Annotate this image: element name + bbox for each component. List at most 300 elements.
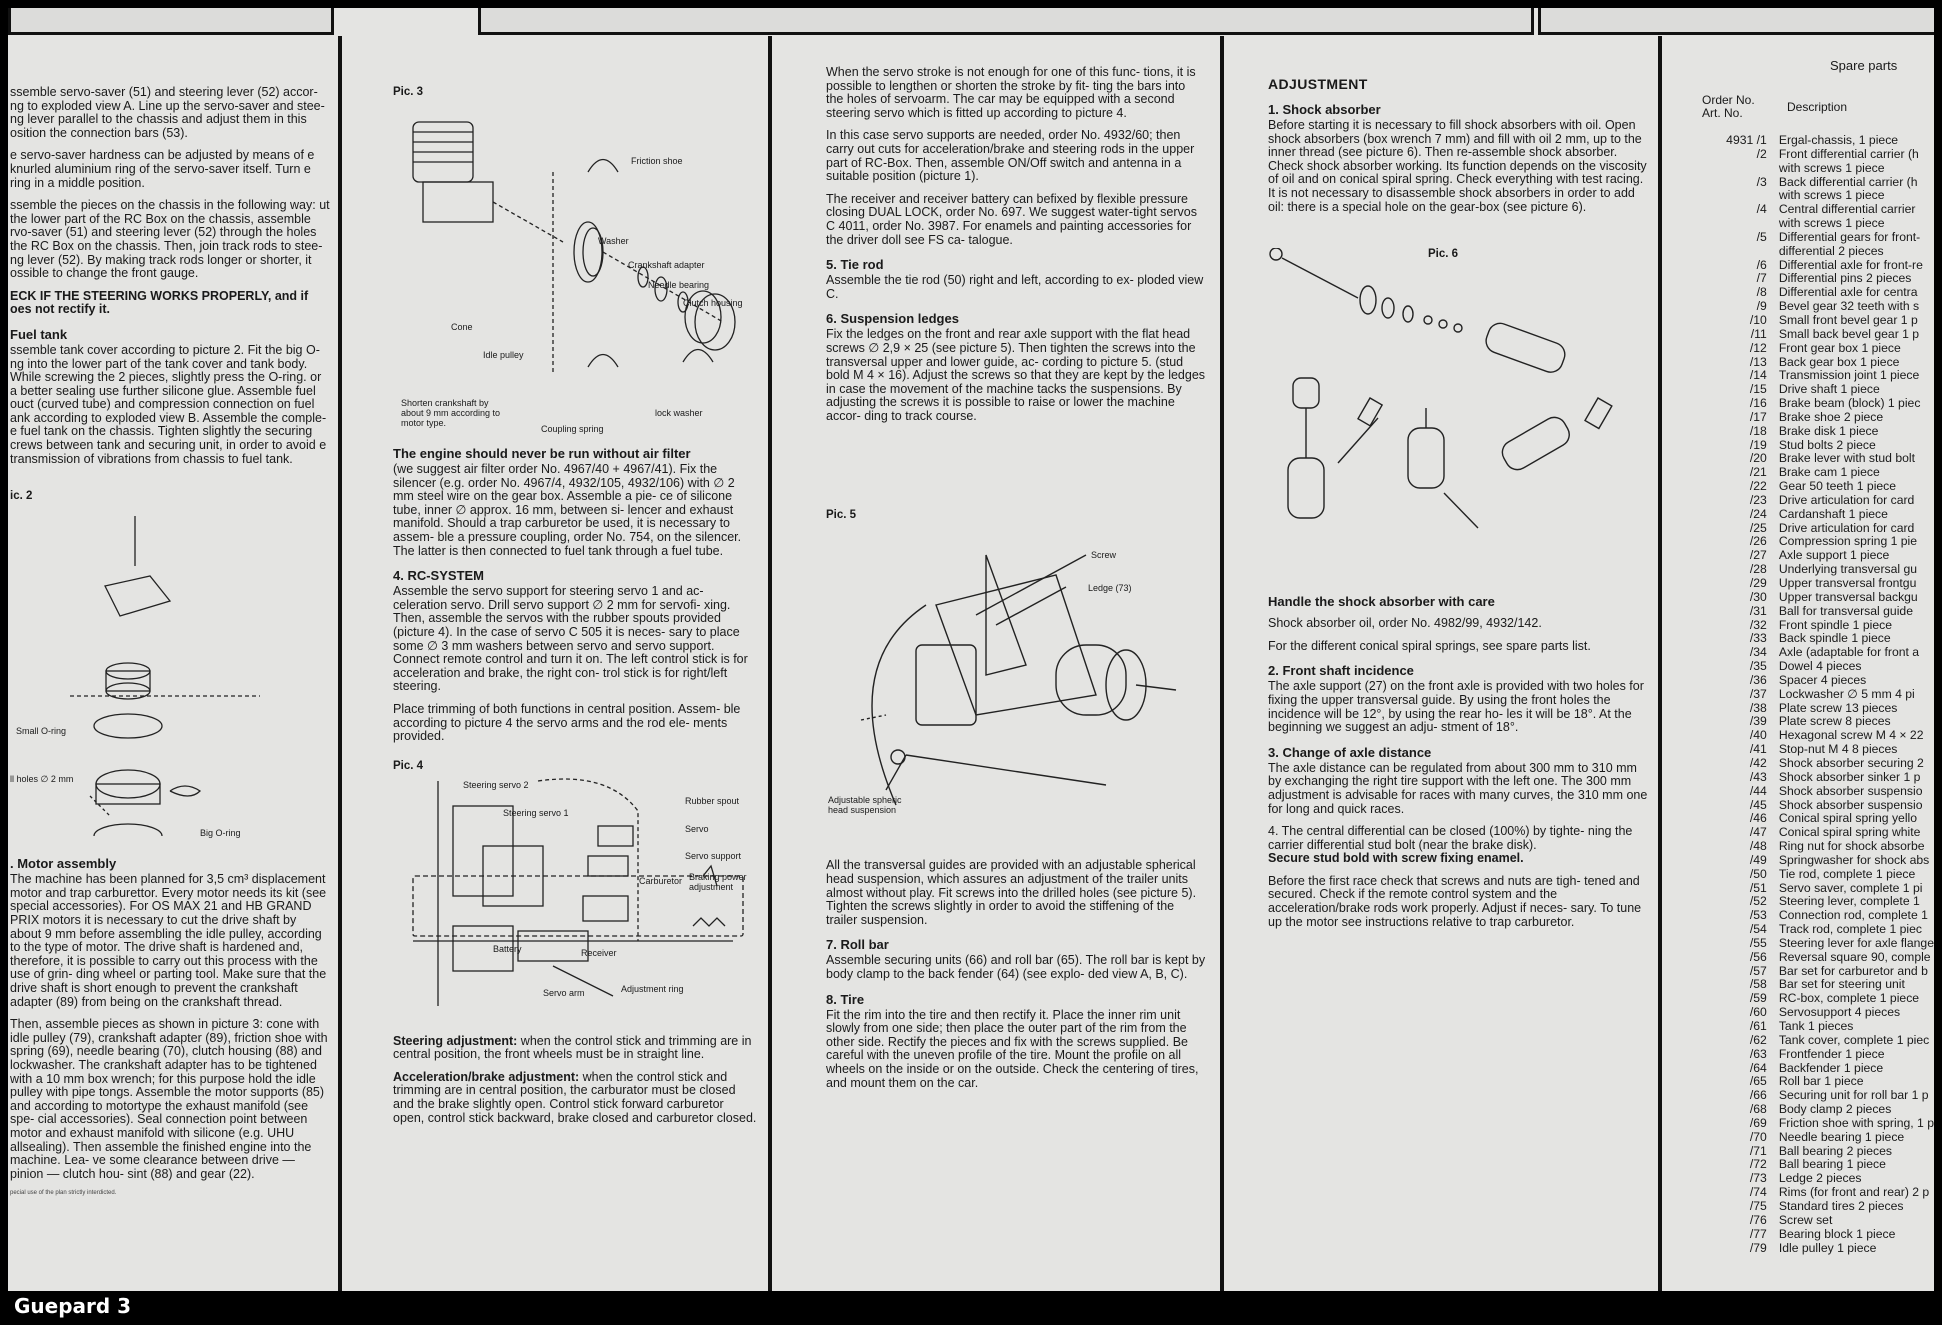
spare-part-row [1682, 854, 1934, 868]
spare-part-row [1682, 466, 1934, 480]
spare-part-description: Plate screw 13 pieces [1778, 700, 1898, 715]
spare-part-row [1682, 577, 1934, 591]
spare-part-number: /13 [1749, 354, 1767, 369]
spare-part-row [1682, 328, 1934, 342]
top-header-box-right [1538, 8, 1934, 35]
spare-part-row [1682, 937, 1934, 951]
spare-part-number: /32 [1749, 617, 1767, 632]
spheric-head-label: Adjustable spheric head suspension [828, 795, 902, 816]
tire-paragraph: Fit the rim into the tire and then rectify it. Place the inner rim unit slowly from one side; then place the outer part of the rim from the other side. Rectify the pieces and fix with the screws supplied. Be careful with the uneven profile of the tire. Mount the profile on all wheels on the inside or on the outside. Check the centering of tires, and mount them on the car. [826, 1007, 1199, 1090]
spare-part-number: /59 [1749, 991, 1767, 1006]
pic5-figure [826, 525, 1206, 825]
spare-part-description: Gear 50 teeth 1 piece [1778, 479, 1897, 494]
spare-part-description: Reversal square 90, comple [1778, 949, 1931, 964]
spare-part-number: /60 [1749, 1005, 1767, 1020]
rubber-spout-label: Rubber spout [685, 795, 740, 806]
spare-part-row [1682, 646, 1934, 660]
spare-part-description: Front spindle 1 piece [1778, 617, 1892, 632]
acceleration-adjustment-paragraph [393, 1071, 758, 1125]
fuel-tank-heading: Fuel tank [10, 326, 68, 342]
spare-part-description: Shock absorber suspensio [1778, 783, 1923, 798]
spare-part-row [1682, 1117, 1934, 1131]
spare-part-description: Idle pulley 1 piece [1778, 1240, 1877, 1255]
spare-part-description: Differential axle for centra [1778, 285, 1918, 300]
spare-part-row [1682, 660, 1934, 674]
spare-part-row [1682, 1103, 1934, 1117]
spare-part-description: Rims (for front and rear) 2 p [1778, 1185, 1930, 1200]
spare-part-row [1682, 1214, 1934, 1228]
spare-part-number: /14 [1749, 368, 1767, 383]
spare-part-number: /33 [1749, 631, 1767, 646]
spare-part-row [1682, 674, 1934, 688]
column-divider [1220, 36, 1224, 1291]
clutch-housing-label: Clutch housing [683, 298, 743, 308]
pic3-label: Pic. 3 [393, 86, 424, 98]
steering-check-warning: ECK IF THE STEERING WORKS PROPERLY, and if oes not rectify it. [10, 288, 309, 317]
servo-diagram [393, 776, 753, 1021]
spare-part-number: /10 [1749, 312, 1767, 327]
spare-part-description: Underlying transversal gu [1778, 562, 1918, 577]
spare-parts-table [1682, 134, 1934, 1255]
steering-adjustment-title: Steering adjustment: [393, 1033, 518, 1048]
spare-part-number: /24 [1749, 506, 1767, 521]
spare-part-row [1682, 203, 1934, 217]
spare-part-number: /36 [1749, 672, 1767, 687]
column-fuel-motor [10, 86, 330, 1291]
roll-bar-heading: 7. Roll bar [826, 937, 889, 953]
spare-part-number: /69 [1749, 1115, 1767, 1130]
spare-part-description: Screw set [1778, 1212, 1833, 1227]
column-divider [768, 36, 772, 1291]
screw-label: Screw [1091, 550, 1117, 561]
spare-part-number: /58 [1749, 977, 1767, 992]
spare-part-description: Standard tires 2 pieces [1778, 1198, 1904, 1213]
spare-part-number: /65 [1749, 1074, 1767, 1089]
spare-part-row [1682, 508, 1934, 522]
spare-part-row [1682, 452, 1934, 466]
spare-part-row [1682, 771, 1934, 785]
spare-part-row [1682, 799, 1934, 813]
spare-part-row [1682, 383, 1934, 397]
steering-servo-2-label: Steering servo 2 [463, 779, 529, 790]
spare-part-number: /79 [1749, 1240, 1767, 1255]
spare-part-row [1682, 688, 1934, 702]
pic2-label: ic. 2 [10, 490, 33, 503]
spare-part-description: Ball bearing 1 piece [1778, 1157, 1886, 1172]
spare-part-row [1682, 1020, 1934, 1034]
fuel-tank-diagram [10, 506, 320, 839]
fuel-tank-paragraph: ssemble tank cover according to picture 2. Fit the big O- ng into the lower part of the tank cover and tank body. While screwing the 2 pieces, slightly press the O-ring. or a better sealing use further silicone glue. Assemble fuel ouct (curved tube) and compression connection on fuel ank according to exploded view B. Assemble the comple- e fuel tank on the chassis. Tighten slightly the securing crews between tank and securing unit, in order to avoid e transmission of vibrations from chassis to fuel tank. [10, 342, 327, 466]
spare-part-number: /28 [1749, 562, 1767, 577]
art-no-label: Art. No. [1702, 106, 1743, 120]
front-shaft-paragraph: The axle support (27) on the front axle is provided with two holes for fixing the upper transversal guide. By using the front holes the incidence will be 12°, by using the rear ho- les it will be 18°. At the beginning we suggest an adju- stment of 18°. [1268, 679, 1644, 735]
spare-part-description: Hexagonal screw M 4 × 22 [1778, 728, 1924, 743]
order-no-label: Order No. [1702, 93, 1755, 107]
column-divider [338, 36, 342, 1291]
spare-part-description: Steering lever, complete 1 [1778, 894, 1920, 909]
spare-part-row [1682, 619, 1934, 633]
spare-part-row [1682, 895, 1934, 909]
spare-part-description: Stud bolts 2 piece [1778, 437, 1876, 452]
spare-part-description: Track rod, complete 1 piec [1778, 922, 1922, 937]
spare-part-number: /8 [1756, 285, 1767, 300]
shock-absorber-heading: 1. Shock absorber [1268, 102, 1381, 117]
spare-part-number: /3 [1756, 174, 1767, 189]
spare-part-row [1682, 1242, 1934, 1256]
spare-part-number: /17 [1749, 409, 1767, 424]
spare-part-description: Steering lever for axle flange [1778, 935, 1934, 950]
spare-part-row [1682, 134, 1934, 148]
spare-part-description: Frontfender 1 piece [1778, 1046, 1885, 1061]
spare-part-number: /43 [1749, 769, 1767, 784]
spare-part-description: Back gear box 1 piece [1778, 354, 1900, 369]
rc-system-heading: 4. RC-SYSTEM [393, 568, 485, 584]
spare-part-description: Lockwasher ∅ 5 mm 4 pi [1778, 686, 1915, 701]
spare-part-description: Conical spiral spring yello [1778, 811, 1918, 826]
column-spare-parts [1662, 38, 1934, 1291]
spare-part-number: /63 [1749, 1046, 1767, 1061]
spare-part-row [1682, 286, 1934, 300]
spare-part-description: Transmission joint 1 piece [1778, 368, 1920, 383]
spare-part-row [1682, 369, 1934, 383]
spare-part-description: Axle support 1 piece [1778, 548, 1890, 563]
spare-part-number: /25 [1749, 520, 1767, 535]
spare-part-description: Roll bar 1 piece [1778, 1074, 1864, 1089]
servo-saver-paragraph: ssemble servo-saver (51) and steering lever (52) accor- ng to exploded view A. Line up the servo-saver and stee- ng lever parallel to the chassis and adjust them in this osition the connection bars (53). [10, 86, 325, 140]
spare-part-description: Connection rod, complete 1 [1778, 908, 1928, 923]
battery-label: Battery [493, 943, 522, 954]
lock-washer-label: lock washer [655, 408, 703, 418]
spare-part-row [1682, 605, 1934, 619]
spare-part-row [1682, 1228, 1934, 1242]
spare-part-description: Brake lever with stud bolt [1778, 451, 1916, 466]
spare-part-description: differential 2 pieces [1778, 243, 1884, 258]
spare-part-row [1682, 978, 1934, 992]
steering-servo-1-label: Steering servo 1 [503, 807, 569, 818]
spare-part-number: /55 [1749, 935, 1767, 950]
spare-part-description: Backfender 1 piece [1778, 1060, 1884, 1075]
spare-part-row [1682, 1075, 1934, 1089]
spare-part-number: /74 [1749, 1185, 1767, 1200]
axle-distance-paragraph: The axle distance can be regulated from about 300 mm to 310 mm by exchanging the right tire support with the left one. The 300 mm adjustment is advisable for races with many curves, the 310 mm one for long and quick races. [1268, 760, 1648, 816]
spare-part-description: Ledge 2 pieces [1778, 1171, 1862, 1186]
column-servo-suspension [826, 66, 1206, 1291]
spare-part-description: RC-box, complete 1 piece [1778, 991, 1920, 1006]
shock-oil-paragraph: Shock absorber oil, order No. 4982/99, 4932/142. [1268, 616, 1542, 631]
spare-part-row [1682, 826, 1934, 840]
spare-part-description: Ball for transversal guide [1778, 603, 1913, 618]
spare-part-row [1682, 176, 1934, 190]
holes-label: ll holes ∅ 2 mm [10, 774, 74, 785]
shorten-crankshaft-note: Shorten crankshaft by about 9 mm according to motor type. [401, 398, 501, 428]
spare-part-description: Conical spiral spring white [1778, 825, 1921, 840]
spare-part-number: /71 [1749, 1143, 1767, 1158]
spare-part-description: Friction shoe with spring, 1 p [1778, 1115, 1934, 1130]
servo-arm-label: Servo arm [543, 987, 585, 998]
spare-part-row [1682, 632, 1934, 646]
spare-part-row [1682, 231, 1934, 245]
spare-part-description: Tie rod, complete 1 piece [1778, 866, 1916, 881]
spare-part-row [1682, 1089, 1934, 1103]
spare-part-number [1682, 245, 1779, 259]
spare-part-description: Needle bearing 1 piece [1778, 1129, 1905, 1144]
acceleration-adjustment-title: Acceleration/brake adjustment: [393, 1069, 580, 1084]
spare-part-description: with screws 1 piece [1778, 188, 1885, 203]
spare-part-row [1682, 923, 1934, 937]
suspension-ledges-heading: 6. Suspension ledges [826, 311, 959, 327]
spare-part-row [1682, 1145, 1934, 1159]
column-engine-rc [393, 80, 758, 1291]
spare-part-number: /2 [1756, 146, 1767, 161]
spare-part-row [1682, 729, 1934, 743]
spare-part-number: /35 [1749, 659, 1767, 674]
spare-part-description: Servo saver, complete 1 pi [1778, 880, 1923, 895]
spare-part-row [1682, 356, 1934, 370]
spare-part-number: /72 [1749, 1157, 1767, 1172]
pic4-label: Pic. 4 [393, 759, 424, 772]
spare-part-row [1682, 535, 1934, 549]
spare-part-description: Brake disk 1 piece [1778, 423, 1879, 438]
pic5-label: Pic. 5 [826, 509, 857, 522]
spare-part-row [1682, 992, 1934, 1006]
spare-parts-title: Spare parts [1830, 58, 1898, 73]
spare-part-number: /11 [1750, 326, 1767, 341]
tie-rod-paragraph: Assemble the tie rod (50) right and left, according to ex- ploded view C. [826, 273, 1204, 301]
spare-part-number: /73 [1749, 1171, 1767, 1186]
spare-part-row [1682, 785, 1934, 799]
spare-part-row [1682, 148, 1934, 162]
spare-part-row [1682, 522, 1934, 536]
spare-part-description: Dowel 4 pieces [1778, 659, 1862, 674]
spare-part-description: Cardanshaft 1 piece [1778, 506, 1888, 521]
spare-part-row [1682, 245, 1934, 259]
spare-part-description: Compression spring 1 pie [1778, 534, 1918, 549]
spare-part-number: /40 [1749, 728, 1767, 743]
spare-part-description: Securing unit for roll bar 1 p [1778, 1088, 1929, 1103]
spare-part-description: Shock absorber securing 2 [1778, 755, 1924, 770]
spare-part-number: /48 [1749, 839, 1767, 854]
spare-part-number: /45 [1749, 797, 1767, 812]
spare-part-number: /15 [1749, 382, 1767, 397]
spare-part-description: Body clamp 2 pieces [1778, 1102, 1892, 1117]
suspension-diagram [826, 525, 1206, 825]
spare-part-description: Shock absorber sinker 1 p [1778, 769, 1921, 784]
receiver-label: Receiver [581, 947, 617, 958]
spare-part-number: /5 [1756, 229, 1767, 244]
spare-part-row [1682, 314, 1934, 328]
spare-part-number: /26 [1749, 534, 1767, 549]
spare-part-number: /38 [1749, 700, 1767, 715]
spare-part-number: /64 [1749, 1060, 1767, 1075]
suspension-ledges-paragraph: Fix the ledges on the front and rear axle support with the flat head screws ∅ 2,9 × 25 (see picture 5). Then tighten the screws into the transversal upper and lower guide, ac- cording to picture 5. (stud bold M 4 × 16). Adjust the screws so that they are kept by the ledges in case the movement of the machine tacks the suspensions. By adjusting the screws it is possible to raise or lower the machine accor- ding to track course. [826, 327, 1206, 423]
spare-part-description: Tank 1 pieces [1778, 1019, 1854, 1033]
spare-part-description: Differential axle for front-re [1778, 257, 1923, 272]
spare-part-number: /6 [1756, 257, 1767, 272]
steering-adjustment-text: when the control stick and trimming are in central position, the front wheels must be in straight line. [393, 1033, 752, 1062]
spare-part-number [1682, 217, 1779, 231]
cone-label: Cone [451, 322, 473, 332]
roll-bar-paragraph: Assemble securing units (66) and roll bar (65). The roll bar is kept by body clamp to the back fender (64) (see explo- ded view A, B, C). [826, 953, 1206, 982]
spare-part-number: /61 [1749, 1019, 1767, 1033]
spare-part-description: Small back bevel gear 1 p [1778, 326, 1920, 341]
description-header: Description [1787, 100, 1848, 114]
braking-power-label: Braking power adjustment [689, 871, 747, 892]
pic4-figure [393, 776, 758, 1021]
handle-care-heading: Handle the shock absorber with care [1268, 594, 1495, 610]
friction-shoe-label: Friction shoe [631, 156, 683, 166]
pic6-figure [1268, 248, 1648, 578]
spare-part-row [1682, 439, 1934, 453]
spare-part-row [1682, 909, 1934, 923]
spare-part-number: 4931 /1 [1726, 133, 1767, 147]
spare-part-description: Springwasher for shock abs [1778, 852, 1930, 867]
spare-part-number: /21 [1749, 465, 1767, 480]
spare-part-row [1682, 965, 1934, 979]
spare-part-number: /16 [1749, 396, 1767, 411]
spare-part-description: Plate screw 8 pieces [1778, 714, 1891, 729]
spare-part-description: Servosupport 4 pieces [1778, 1005, 1901, 1020]
spare-part-number: /19 [1749, 437, 1767, 452]
servo-stroke-paragraph: When the servo stroke is not enough for one of this func- tions, it is possible to lengthen or shorten the stroke by fit- ting the bars into the holes of servoarm. The car may be equipped with a second steering servo which is fitted up according to picture 4. [826, 66, 1196, 120]
spare-part-number: /31 [1749, 603, 1767, 618]
motor-paragraph-2: Then, assemble pieces as shown in picture 3: cone with idle pulley (79), crankshaft adapter (89), friction shoe with spring (69), needle bearing (70), clutch housing (88) and lockwasher. The crankshaft adapter has to be tightened with a 10 mm box wrench; for this purpose hold the idle pulley with pipe tongs. Assemble the motor supports (85) and according to motortype the exhaust manifold (see spe- cial accessories). Seal connection point between motor and exhaust manifold with silicone (e.g. UHU allsealing). Then assemble the finished engine into the machine. Lea- ve some clearance between drive — pinion — clutch hou- sint (88) and gear (22). [10, 1017, 328, 1181]
spare-part-number: /49 [1749, 852, 1767, 867]
steering-adjustment-paragraph [393, 1035, 758, 1062]
acceleration-adjustment-text: when the control stick and trimming are in central position, the carburator must be closed and the brake slightly open. Control stick forward carburetor open, control stick backward, brake closed and carburetor closed. [393, 1069, 757, 1125]
spare-part-row [1682, 1062, 1934, 1076]
spare-part-number: /34 [1749, 645, 1767, 660]
spare-part-number: /27 [1749, 548, 1767, 563]
spare-part-description: with screws 1 piece [1778, 216, 1885, 231]
spare-part-row [1682, 951, 1934, 965]
column-adjustment [1268, 70, 1648, 1291]
spare-part-description: Bevel gear 32 teeth with s [1778, 299, 1920, 314]
motor-assembly-heading: . Motor assembly [10, 856, 117, 872]
spare-part-row [1682, 342, 1934, 356]
spare-part-number: /4 [1756, 202, 1767, 217]
spare-part-row [1682, 757, 1934, 771]
spare-part-row [1682, 162, 1934, 176]
spare-part-description: Ergal-chassis, 1 piece [1778, 133, 1899, 147]
spare-part-row [1682, 425, 1934, 439]
spare-part-number: /56 [1749, 949, 1767, 964]
spare-part-row [1682, 1186, 1934, 1200]
spare-part-row [1682, 1200, 1934, 1214]
spare-part-row [1682, 1006, 1934, 1020]
spare-part-number: /68 [1749, 1102, 1767, 1117]
spare-part-row [1682, 868, 1934, 882]
needle-bearing-label: Needle bearing [648, 280, 710, 290]
spare-part-row [1682, 743, 1934, 757]
tie-rod-heading: 5. Tie rod [826, 257, 884, 273]
spare-part-row [1682, 549, 1934, 563]
pic3-figure [393, 102, 758, 432]
spare-part-number: /41 [1749, 742, 1767, 757]
spare-part-number: /53 [1749, 908, 1767, 923]
spare-part-number: /44 [1749, 783, 1767, 798]
spare-part-number: /66 [1749, 1088, 1767, 1103]
pic2-figure [10, 506, 330, 839]
spare-part-row [1682, 591, 1934, 605]
spare-part-row [1682, 189, 1934, 203]
spare-part-number: /50 [1749, 866, 1767, 881]
servo-supports-paragraph: In this case servo supports are needed, order No. 4932/60; then carry out cuts for acceleration/brake and steering rods in the upper part of RC-Box. Then, assemble ON/Off switch and antenna in a suitable position (picture 1). [826, 128, 1195, 184]
spare-part-number: /62 [1749, 1032, 1767, 1047]
spare-part-row [1682, 1172, 1934, 1186]
spare-part-number: /76 [1749, 1212, 1767, 1227]
spare-part-description: Differential pins 2 pieces [1778, 271, 1912, 286]
spare-part-description: Stop-nut M 4 8 pieces [1778, 742, 1898, 757]
spare-part-number: /77 [1749, 1226, 1767, 1241]
servo-hardness-paragraph: e servo-saver hardness can be adjusted by means of e knurled aluminium ring of the servo-saver itself. Turn e ring in a middle position. [10, 148, 315, 190]
spare-part-description: Drive articulation for card [1778, 520, 1915, 535]
rc-system-paragraph: Assemble the servo support for steering servo 1 and ac- celeration servo. Drill servo support ∅ 2 mm for servofi- xing. Then, assemble the servos with the rubber spouts provided (picture 4). In the case of servo C 505 it is neces- sary to place some ∅ 3 mm washers between servo and servo support. Connect remote control and turn it on. The left control stick is for acceleration and brake, the right con- trol stick is for right/left steering. [393, 584, 748, 694]
spare-part-row [1682, 840, 1934, 854]
spare-part-number: /29 [1749, 576, 1767, 590]
spare-part-number: /23 [1749, 492, 1767, 507]
spare-part-description: Bar set for steering unit [1778, 977, 1905, 992]
spare-part-description: Back spindle 1 piece [1778, 631, 1891, 646]
spare-part-number [1682, 162, 1779, 176]
spare-part-number: /54 [1749, 922, 1767, 937]
ledge-label: Ledge (73) [1088, 583, 1132, 594]
spare-part-row [1682, 1158, 1934, 1172]
spare-part-description: Bearing block 1 piece [1778, 1226, 1896, 1241]
spare-part-description: Axle (adaptable for front a [1778, 645, 1920, 660]
pic6-label: Pic. 6 [1428, 248, 1459, 261]
spare-part-row [1682, 272, 1934, 286]
spare-part-row [1682, 494, 1934, 508]
caption-label: Guepard 3 [14, 1294, 132, 1318]
spare-part-row [1682, 882, 1934, 896]
washer-label: Washer [598, 236, 629, 246]
before-race-paragraph: Before the first race check that screws and nuts are tigh- tened and secured. Check if the remote control system and the acceleration/brake rods work properly. Adjust if neces- sary. To tune up the motor see instructions relative to trap carburetor. [1268, 873, 1642, 929]
spare-part-description: Drive shaft 1 piece [1778, 382, 1880, 397]
spare-part-number: /42 [1749, 755, 1767, 770]
spare-part-number: /30 [1749, 589, 1767, 604]
spare-part-number: /39 [1749, 714, 1767, 729]
spare-part-row [1682, 563, 1934, 577]
spare-part-description: Drive articulation for card [1778, 492, 1915, 507]
spare-part-number: /9 [1756, 299, 1767, 314]
transversal-guides-paragraph: All the transversal guides are provided with an adjustable spherical head suspension, which assures an adjustment of the trailer units almost without play. Fit screws into the drilled holes (see picture 5). Tighten the screws slightly in order to avoid the stiffening of the trailer suspension. [826, 858, 1197, 927]
spare-part-number: /22 [1749, 479, 1767, 494]
adjustment-ring-label: Adjustment ring [621, 983, 684, 994]
spare-part-number: /37 [1749, 686, 1767, 701]
spare-part-number: /57 [1749, 963, 1767, 978]
spare-part-description: Brake shoe 2 piece [1778, 409, 1884, 424]
spare-part-description: Bar set for carburetor and b [1778, 963, 1928, 978]
shock-absorber-paragraph: Before starting it is necessary to fill shock absorbers with oil. Open shock absorbers (box wrench 7 mm) and fill with oil 2 mm, up to the inner thread (see picture 6). Then re-assemble shock absorber. Check shock absorber working. Its function depends on the viscosity of oil and on conical spiral spring. Check everything with test racing. It is not necessary to disassemble shock absorbers in order to add oil: there is a special hole on the gear-box (see picture 6). [1268, 118, 1647, 214]
shock-absorber-diagram [1268, 248, 1648, 578]
idle-pulley-label: Idle pulley [483, 350, 524, 360]
spare-part-number: /46 [1749, 811, 1767, 826]
servo-support-label: Servo support [685, 850, 742, 861]
spare-part-row [1682, 411, 1934, 425]
spare-part-number [1682, 189, 1779, 203]
spare-part-description: Front gear box 1 piece [1778, 340, 1901, 355]
secure-stud-warning: Secure stud bold with screw fixing enamel. [1268, 851, 1524, 866]
top-header-box-middle [478, 8, 1534, 35]
silencer-paragraph: (we suggest air filter order No. 4967/40 + 4967/41). Fix the silencer (e.g. order No. 4967/4, 4932/105, 4932/106) with ∅ 2 mm steel wire on the gear box. Assemble a pie- ce of silicone tube, inner ∅ approx. 16 mm, between si- lencer and exhaust manifold. Should a trap carburetor be used, it is necessary to assem- ble a pressure coupling, order No. 754, on the silencer. The latter is then connected to fuel tank through a fuel tube. [393, 462, 742, 558]
trimming-paragraph: Place trimming of both functions in central position. Assem- ble according to picture 4 the servo arms and the rod ele- ments provided. [393, 701, 741, 744]
fine-print: pecial use of the plan strictly interdicted. [10, 1190, 117, 1197]
spare-part-number: /18 [1749, 423, 1767, 438]
spare-part-description: with screws 1 piece [1778, 160, 1885, 175]
spare-part-number: /51 [1749, 880, 1767, 895]
receiver-battery-paragraph: The receiver and receiver battery can befixed by flexible pressure closing DUAL LOCK, order No. 697. We suggest water-tight servos C 4011, order No. 3987. For enamels and painting accessories for the driver doll see FS ca- talogue. [826, 191, 1197, 247]
spare-part-description: Tank cover, complete 1 piec [1778, 1032, 1930, 1047]
